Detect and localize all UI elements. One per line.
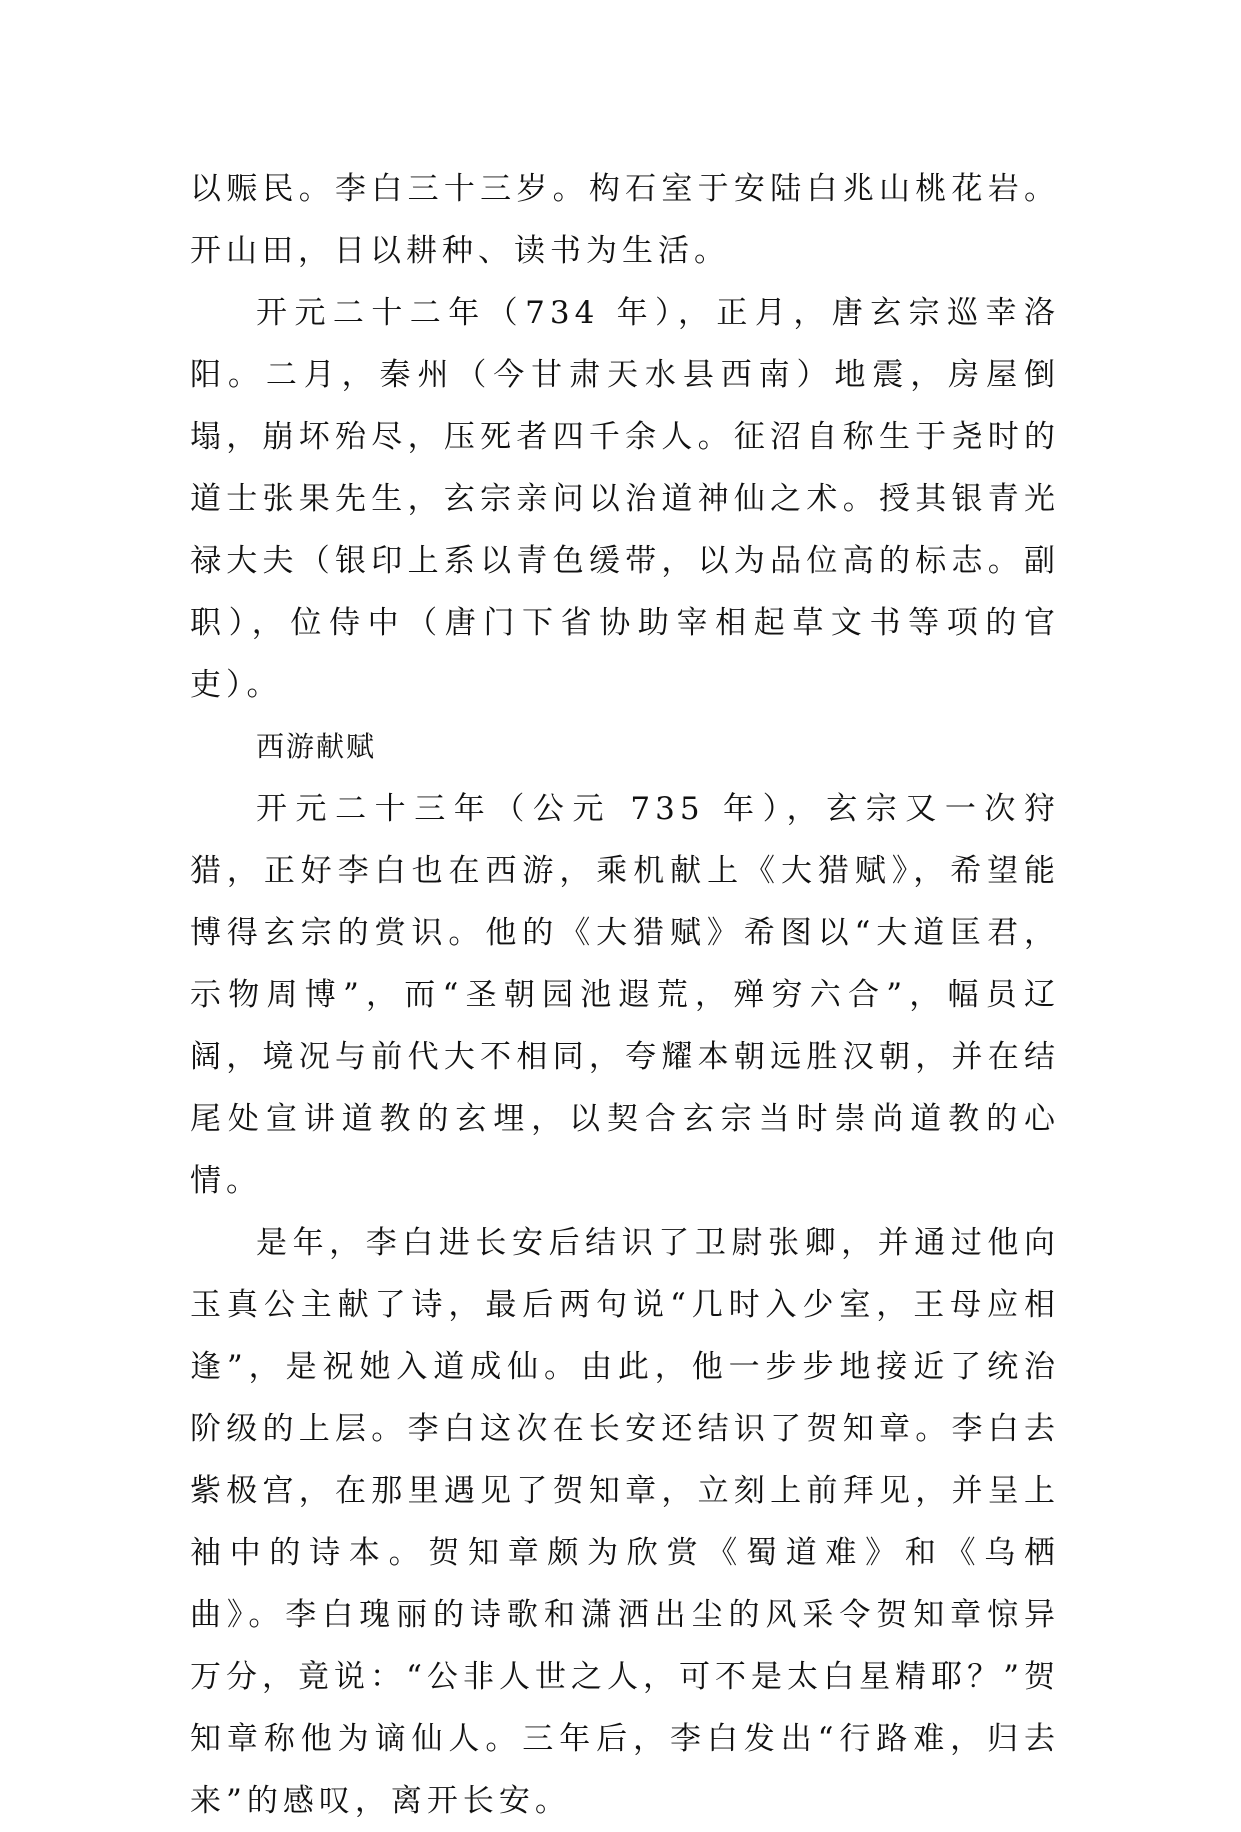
section-heading: 西游献赋 [256, 730, 377, 763]
paragraph-changan: 是年，李白进长安后结识了卫尉张卿，并通过他向玉真公主献了诗，最后两句说“几时入少室，王母应相逢”，是祝她入道成仙。由此，他一步步地接近了统治阶级的上层。李白这次在长安还结识了贺知章。李白去紫极宫，在那里遇见了贺知章，立刻上前拜见，并呈上袖中的诗本。贺知章颇为欣赏《蜀道难》和《乌栖曲》。李白瑰丽的诗歌和潇洒出尘的风采令贺知章惊异万分，竟说：“公非人世之人，可不是太白星精耶？”贺知章称他为谪仙人。三年后，李白发出“行路难，归去来”的感叹，离开长安。 [190, 1225, 1060, 1819]
paragraph-kaiyuan-23: 开元二十三年（公元 735 年），玄宗又一次狩猎，正好李白也在西游，乘机献上《大猎赋》，希望能博得玄宗的赏识。他的《大猎赋》希图以“大道匡君，示物周博”，而“圣朝园池遐荒，殚穷六合”，幅员辽阔，境况与前代大不相同，夸耀本朝远胜汉朝，并在结尾处宣讲道教的玄埋，以契合玄宗当时崇尚道教的心情。 [190, 791, 1060, 1199]
paragraph-kaiyuan-22: 开元二十二年（734 年），正月，唐玄宗巡幸洛阳。二月，秦州（今甘肃天水县西南）地震，房屋倒塌，崩坏殆尽，压死者四千余人。征沼自称生于尧时的道士张果先生，玄宗亲问以治道神仙之术。授其银青光禄大夫（银印上系以青色缓带，以为品位高的标志。副职），位侍中（唐门下省协助宰相起草文书等项的官吏）。 [190, 295, 1060, 703]
document-body [190, 158, 1060, 1832]
paragraph-continuation: 以赈民。李白三十三岁。构石室于安陆白兆山桃花岩。开山田，日以耕种、读书为生活。 [190, 171, 1060, 269]
